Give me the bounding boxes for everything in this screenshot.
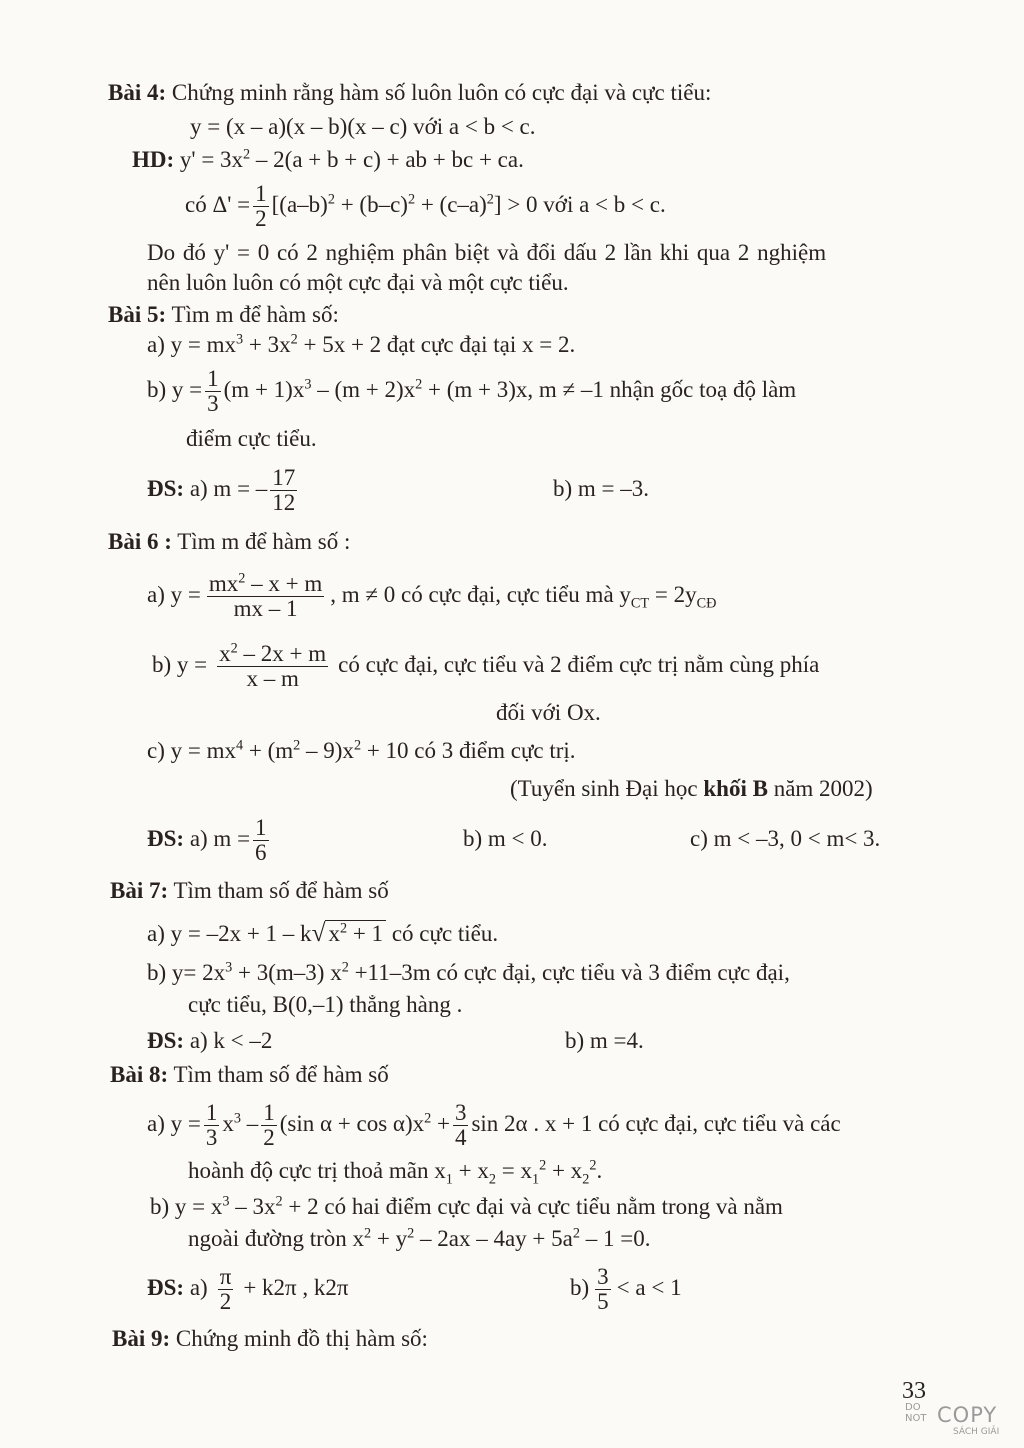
watermark-b: COPY [937, 1403, 998, 1427]
b8-a-exp2: 2 [424, 1110, 432, 1127]
b8-a-frac3-num: 3 [454, 1100, 467, 1126]
b8-a-l2-d: + x [546, 1158, 583, 1183]
b5-b-exp1: 3 [304, 376, 312, 393]
b4-delta-exp1: 2 [327, 191, 335, 208]
b5-a-pre: a) y = mx [147, 332, 236, 357]
b5-a-exp1: 3 [235, 331, 244, 348]
b8-ans-a-pre: a) [189, 1275, 208, 1300]
b5-a-mid: + 3x [243, 332, 291, 357]
b5-heading [108, 300, 339, 330]
b8-b-l2-b: + y [371, 1226, 408, 1251]
b8-b-l2-c: – 2ax – 4ay + 5a [414, 1226, 573, 1251]
b6-a-sub1: CT [630, 595, 650, 612]
b4-hd-line [132, 145, 524, 175]
b8-a-l2-sub1: 1 [445, 1171, 453, 1188]
b8-part-a [147, 1094, 841, 1154]
b6-b-post: có cực đại, cực tiểu và 2 điểm cực trị nằm cùng phía [338, 652, 820, 677]
b5-ans-frac-num: 17 [272, 465, 296, 491]
b5-ans-frac [270, 466, 297, 515]
b7-a-sqrt-exp: 2 [339, 920, 348, 937]
b6-ans-a-pre: a) m = [189, 826, 251, 851]
b4-yp-exp: 2 [243, 146, 251, 163]
b4-delta-exp2: 2 [407, 191, 416, 208]
b5-b-line2: điểm cực tiểu. [186, 426, 317, 451]
b7-a-pre: a) y = –2x + 1 – k [147, 921, 312, 946]
b6-ds: ĐS: [147, 826, 185, 851]
b6-a-sub2: CĐ [696, 595, 717, 612]
b8-a-l2-sub4: 2 [582, 1171, 590, 1188]
b7-answer-b: b) m =4. [565, 1028, 644, 1053]
b8-ans-a-frac-den: 2 [219, 1289, 232, 1315]
b6-source-c: năm 2002) [773, 776, 873, 801]
b8-ans-b-post: < a < 1 [616, 1275, 682, 1300]
b8-a-l2-e: . [596, 1158, 603, 1183]
b5-b-c: + (m + 3)x, m ≠ –1 nhận gốc toạ độ làm [422, 377, 797, 402]
b8-b-l2-exp1: 2 [364, 1225, 372, 1242]
b8-a-trig: (sin α + cos α)x [279, 1111, 425, 1136]
b5-b-b: – (m + 2)x [311, 377, 416, 402]
b4-delta-a: có Δ' = [185, 192, 251, 217]
b5-part-b [147, 362, 796, 418]
b6-a-frac [207, 572, 324, 621]
b6-ans-frac-den: 6 [255, 840, 267, 866]
b8-ans-a-frac [218, 1265, 234, 1314]
b8-task: Tìm tham số để hàm số [173, 1062, 389, 1087]
b8-a-frac3-den: 4 [454, 1125, 467, 1151]
b4-conclusion-1: Do đó y' = 0 có 2 nghiệm phân biệt và đổi dấu 2 lần khi qua 2 nghiệm [147, 240, 827, 265]
b8-a-frac1-den: 3 [205, 1125, 218, 1151]
b7-b-exp1: 3 [225, 959, 233, 976]
b4-delta-frac-num: 1 [255, 181, 267, 207]
b7-task: Tìm tham số để hàm số [173, 878, 389, 903]
b7-ds: ĐS: [147, 1028, 185, 1053]
sqrt-icon: √ [311, 919, 326, 947]
b6-b-pre: b) y = [152, 652, 208, 677]
b8-b-line2 [188, 1224, 650, 1254]
b6-task: Tìm m để hàm số : [177, 529, 351, 554]
b6-b-line2: đối với Ox. [496, 700, 601, 725]
b8-ds: ĐS: [147, 1275, 185, 1300]
b5-b-frac [205, 367, 221, 416]
b8-answer-a [147, 1258, 349, 1318]
b6-b-num-a: x [219, 641, 231, 667]
b9-task: Chứng minh đồ thị hàm số: [175, 1326, 428, 1351]
b8-ans-b-pre: b) [570, 1275, 590, 1300]
b4-delta-exp3: 2 [486, 191, 494, 208]
b8-a-l2-a: hoành độ cực trị thoả mãn x [188, 1158, 446, 1183]
b6-source-a: (Tuyển sinh Đại học [510, 776, 698, 801]
b6-part-a [147, 566, 716, 624]
b8-title: Bài 8: [110, 1062, 169, 1087]
b7-ans-a: a) k < –2 [189, 1028, 273, 1053]
b6-c-exp1: 4 [235, 737, 244, 754]
b8-a-frac2-num: 1 [263, 1100, 275, 1126]
b7-b-post: +11–3m có cực đại, cực tiểu và 3 điểm cực đại, [348, 960, 790, 985]
b7-title: Bài 7: [110, 878, 169, 903]
b6-answer-b: b) m < 0. [463, 826, 548, 851]
b4-delta-c: + (b–c) [334, 192, 408, 217]
b6-b-num-b: – 2x + m [237, 641, 327, 667]
b6-b-num-exp: 2 [230, 640, 238, 657]
b4-delta-line [185, 178, 666, 232]
b8-b-l2-exp3: 2 [572, 1225, 580, 1242]
b6-a-num-exp: 2 [238, 570, 246, 587]
b4-yp-b: – 2(a + b + c) + ab + bc + ca. [250, 147, 524, 172]
b8-a-frac1 [204, 1101, 220, 1150]
b8-a-frac3 [453, 1101, 469, 1150]
b8-b-exp1: 3 [222, 1193, 230, 1210]
b8-b-post: + 2 có hai điểm cực đại và cực tiểu nằm trong và nằm [282, 1194, 783, 1219]
b6-c-mid: + (m [243, 738, 294, 763]
b5-a-post: + 5x + 2 đạt cực đại tại x = 2. [297, 332, 576, 357]
b7-b-line2: cực tiểu, B(0,–1) thẳng hàng . [188, 992, 463, 1017]
b8-a-l2-sup2: 2 [589, 1157, 597, 1174]
b7-a-sqrt-b: + 1 [347, 921, 384, 946]
b7-b-mid: + 3(m–3) x [232, 960, 342, 985]
b7-b-pre: b) y= 2x [147, 960, 226, 985]
b8-b-pre: b) y = x [150, 1194, 223, 1219]
b4-delta-b: [(a–b) [271, 192, 328, 217]
b8-heading [110, 1060, 389, 1090]
b6-b-num [217, 642, 328, 667]
b5-ans-frac-den: 12 [272, 490, 296, 516]
b8-ans-a-frac-num: π [219, 1264, 232, 1290]
b6-c-exp2: 2 [293, 737, 301, 754]
b8-a-minus: – [240, 1111, 259, 1136]
b7-a-post: có cực tiểu. [391, 921, 499, 946]
b4-conclusion-2: nên luôn luôn có một cực đại và một cực tiểu. [147, 270, 569, 295]
b6-a-num-b: – x + m [245, 571, 323, 597]
b8-a-sin: sin 2α . x + 1 có cực đại, cực tiểu và các [471, 1111, 841, 1136]
b6-a-mid: = 2y [649, 582, 697, 607]
b8-a-l2-sub3: 1 [531, 1171, 540, 1188]
b6-source [510, 774, 873, 804]
b9-heading [112, 1324, 428, 1354]
b8-a-frac2 [261, 1101, 277, 1150]
b5-ans-a-pre: a) m = – [189, 476, 268, 501]
b6-part-b [152, 636, 819, 694]
b8-a-exp1: 3 [233, 1110, 241, 1127]
b4-task: Chứng minh rằng hàm số luôn luôn có cực đại và cực tiểu: [171, 80, 712, 105]
b5-b-exp2: 2 [415, 376, 423, 393]
b6-b-frac [217, 642, 328, 691]
b6-a-pre: a) y = [147, 582, 201, 607]
b4-yp-a: y' = 3x [179, 147, 244, 172]
b6-ans-frac-num: 1 [255, 815, 267, 841]
b5-b-frac-num: 1 [207, 366, 219, 392]
b5-answer-a [147, 460, 300, 518]
b5-title: Bài 5: [108, 302, 167, 327]
page-number: 33 [902, 1378, 926, 1404]
b8-b-exp2: 2 [275, 1193, 283, 1210]
b9-title: Bài 9: [112, 1326, 171, 1351]
b6-c-mid2: – 9)x [300, 738, 354, 763]
b5-b-pre: b) y = [147, 377, 203, 402]
b5-ds: ĐS: [147, 476, 185, 501]
b5-a-exp2: 2 [290, 331, 298, 348]
b8-b-l2-d: – 1 =0. [580, 1226, 651, 1251]
b5-answer-b: b) m = –3. [553, 476, 650, 501]
b6-a-num-a: mx [208, 571, 239, 597]
b7-part-b [147, 958, 790, 988]
b7-heading [110, 876, 389, 906]
b8-a-line2 [188, 1156, 602, 1186]
b6-b-den: x – m [246, 666, 299, 692]
b8-a-frac2-den: 2 [263, 1125, 275, 1151]
b6-c-exp3: 2 [353, 737, 362, 754]
b6-a-post: , m ≠ 0 có cực đại, cực tiểu mà y [330, 582, 631, 607]
b6-title: Bài 6 : [108, 529, 172, 554]
b6-heading [108, 527, 350, 557]
b8-ans-b-frac-den: 5 [597, 1289, 609, 1315]
b5-part-a [147, 330, 575, 360]
b8-ans-b-frac [595, 1265, 611, 1314]
b6-c-post: + 10 có 3 điểm cực trị. [361, 738, 576, 763]
b8-a-frac1-num: 1 [205, 1100, 218, 1126]
watermark-c: SÁCH GIẢI [953, 1427, 1000, 1437]
b8-a-l2-c: = x [495, 1158, 532, 1183]
b4-hd: HD: [132, 147, 175, 172]
b8-b-l2-a: ngoài đường tròn x [188, 1226, 365, 1251]
b8-a-l2-b: + x [452, 1158, 489, 1183]
b6-a-den: mx – 1 [233, 596, 298, 622]
b7-a-sqrt-a: x [328, 921, 340, 946]
b7-part-a [147, 918, 498, 949]
b6-c-pre: c) y = mx [147, 738, 236, 763]
b8-part-b [150, 1192, 783, 1222]
b6-answer-a [147, 810, 272, 868]
b8-ans-b-frac-num: 3 [597, 1264, 609, 1290]
b8-ans-a-post: + k2π , k2π [243, 1275, 349, 1300]
b7-answer-a [147, 1026, 272, 1056]
b4-delta-frac-den: 2 [255, 206, 267, 232]
b8-a-pre: a) y = [147, 1111, 201, 1136]
b5-task: Tìm m để hàm số: [171, 302, 339, 327]
b6-source-b: khối B [703, 776, 768, 801]
b5-b-frac-den: 3 [207, 391, 219, 417]
b4-heading [108, 78, 711, 108]
b8-a-l2-sup1: 2 [539, 1157, 547, 1174]
b8-a-x3: x [222, 1111, 234, 1136]
b7-b-exp2: 2 [341, 959, 349, 976]
b4-func: y = (x – a)(x – b)(x – c) với a < b < c. [190, 114, 536, 139]
b6-ans-frac [253, 816, 269, 865]
b8-a-l2-sub2: 2 [488, 1171, 496, 1188]
b4-title: Bài 4: [108, 80, 167, 105]
watermark-a: DO NOT [905, 1402, 927, 1424]
b6-a-num [207, 572, 324, 597]
b8-answer-b [570, 1258, 682, 1318]
b7-a-sqrt [325, 920, 386, 946]
b4-delta-e: ] > 0 với a < b < c. [493, 192, 666, 217]
b5-b-a: (m + 1)x [223, 377, 305, 402]
b8-b-l2-exp2: 2 [407, 1225, 415, 1242]
b6-answer-c: c) m < –3, 0 < m< 3. [690, 826, 881, 851]
b6-part-c [147, 736, 576, 766]
b8-b-mid: – 3x [229, 1194, 276, 1219]
b4-delta-d: + (c–a) [415, 192, 487, 217]
b4-delta-frac [253, 182, 269, 231]
b8-a-plus: + [431, 1111, 450, 1136]
